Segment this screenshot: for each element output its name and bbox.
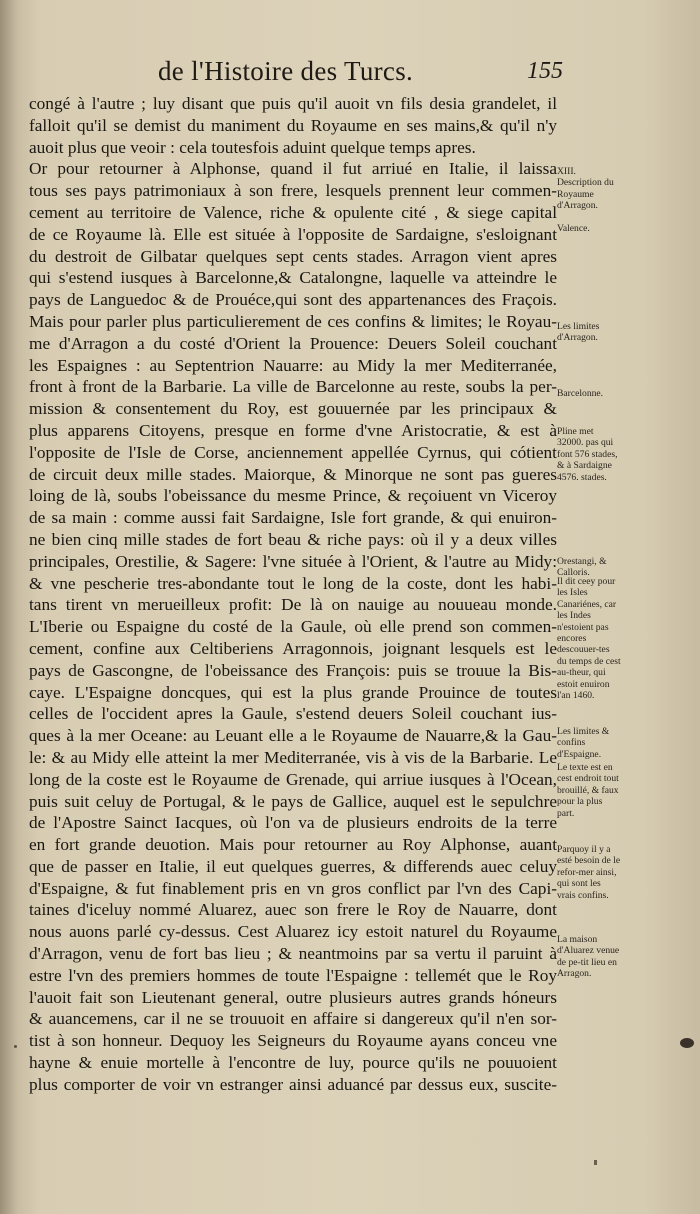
margin-note-orestangi: Orestangi, & Calloris. [557, 556, 607, 579]
margin-note-barcelonne: Barcelonne. [557, 388, 604, 399]
text-line: principales, Orestilie, & Sagere: l'vne située à l'Orient, & l'autre au Midy: [29, 551, 557, 571]
text-line: en fort grande deuotion. Mais pour retourner au Roy Alphonse, auant [29, 835, 557, 855]
text-line: front à front de la Barbarie. La ville de Barcelonne au reste, soubs la per- [29, 377, 557, 397]
text-line: ques à la mer Oceane: au Leuant elle a le Royaume de Nauarre,& la Gau- [29, 726, 557, 746]
text-line: me d'Arragon a du costé d'Orient la Prouence: Deuers Soleil couchant [29, 333, 557, 353]
text-line: & vne pescherie tres-abondante tout le long de la coste, dont les habi- [29, 573, 557, 593]
text-line: tans tirent vn merueilleux profit: De là on nauige au nouueau monde. [29, 595, 557, 615]
text-line: falloit qu'il se demist du maniment du Royaume en ses mains,& qu'il n'y [29, 115, 557, 135]
text-line: tist à son honneur. Dequoy les Seigneurs du Royaume ayans conceu vne [29, 1031, 557, 1051]
text-line: de circuit deux mille stades. Maiorque, & Minorque ne sont pas gueres [29, 464, 557, 484]
text-line: nous auons parlé cy-dessus. Cest Aluarez icy estoit naturel du Royaume [29, 922, 557, 942]
margin-note-maison: La maison d'Aluarez venue de pe-tit lieu en Arragon. [557, 934, 620, 980]
text-line: ne bien cinq mille stades de fort beau & riche pays: où il y a deux villes [29, 529, 557, 549]
text-line: loing de là, soubs l'obeissance du mesme Prince, & reçoiuent vn Viceroy [29, 486, 557, 506]
running-title: de l'Histoire des Turcs. [158, 56, 414, 86]
ink-mark [594, 1160, 597, 1165]
text-line: qui s'estend iusques à Barcelonne,& Catalongne, laquelle va atteindre le [29, 268, 557, 288]
ink-blot [680, 1038, 694, 1048]
text-line: les Espaignes : au Septentrion Nauarre: au Midy la mer Mediterranée, [29, 355, 557, 375]
text-line: le: & au Midy elle atteint la mer Mediterranée, vis à vis de la Barbarie. Le [29, 747, 557, 767]
margin-note-limites-arragon: Les limites d'Arragon. [557, 321, 600, 344]
margin-note-xiii: XIII. Description du Royaume d'Arragon. [557, 166, 614, 212]
text-line: & auancemens, car il ne se trouuoit en affaire si dangereux qu'il n'en sor- [29, 1009, 557, 1029]
ink-dot [14, 1045, 17, 1048]
text-line: estre l'vn des premiers hommes de toute l'Espaigne : tellemét que le Roy [29, 965, 557, 985]
text-line: long de la coste est le Royaume de Grenade, qui arriue iusques à l'Ocean, [29, 769, 557, 789]
text-line: pays de Gascongne, de l'obeissance des François: puis se trouue la Bis- [29, 660, 557, 680]
margin-note-texte: Le texte est en cest endroit tout brouillé, & faux pour la plus part. [557, 762, 619, 819]
text-line: puis suit celuy de Portugal, & le pays de Gallice, auquel est le sepulchre [29, 791, 557, 811]
page-header [0, 56, 700, 96]
main-text-column [29, 93, 557, 1096]
text-line: taines d'iceluy nommé Aluarez, auec son frere le Roy de Nauarre, dont [29, 900, 557, 920]
margin-note-pasquoy: Parquoy il y a esté besoin de le refor-mer ainsi, qui sont les vrais confins. [557, 844, 621, 901]
margin-note-les-limites: Les limites & confins d'Espaigne. [557, 726, 610, 760]
margin-note-il-dit: Il dit ceey pour les Isles Canariénes, car les Indes n'estoient pas encores descouuer-tes du temps de cest au-theur, qui estoit enuiron l'an 1460. [557, 576, 621, 702]
text-line: mission & consentement du Roy, est gouuernée par les principaux & [29, 399, 557, 419]
text-line: plus comporter de voir vn estranger ainsi aduancé par dessus eux, suscite- [29, 1074, 557, 1094]
text-line: tous ses pays patrimoniaux à son frere, lesquels prennent leur commen- [29, 181, 557, 201]
text-line: cement au territoire de Valence, riche & opulente cité , & siege capital [29, 202, 557, 222]
text-line: Mais pour parler plus particulierement de ces confins & limites; le Royau- [29, 311, 557, 331]
text-line: caye. L'Espaigne doncques, qui est la plus grande Prouince de toutes [29, 682, 557, 702]
text-line: auoit plus que veoir : cela toutesfois aduint quelque temps apres. [29, 137, 476, 157]
text-line: hayne & enuie mortelle à l'encontre de luy, pource qu'ils ne pouuoient [29, 1053, 557, 1073]
text-line: congé à l'autre ; luy disant que puis qu'il auoit vn fils desia grandelet, il [29, 94, 557, 113]
text-line: pays de Languedoc & de Prouéce,qui sont des appartenances des Fraçois. [29, 290, 557, 310]
text-line: d'Arragon, venu de fort bas lieu ; & neantmoins par sa vertu il paruint à [29, 944, 557, 964]
text-line: de l'Apostre Sainct Iacques, où l'on va de plusieurs endroits de la terre [29, 813, 557, 833]
text-line: de ce Royaume là. Elle est située à l'opposite de Sardaigne, s'esloignant [29, 224, 557, 244]
text-line: du destroit de Gilbatar quelques sept cents stades. Arragon vient apres [29, 246, 557, 266]
text-line: l'opposite de l'Isle de Corse, anciennement appellée Cyrnus, qui cótient [29, 442, 557, 462]
text-line: cement, confine aux Celtiberiens Arragonnois, joignant lesquels est le [29, 638, 557, 658]
text-line: d'Espaigne, & fut finablement pris en vn gros conflict par l'vn des Capi- [29, 878, 557, 898]
page-number: 155 [527, 58, 563, 84]
text-line: plus apparens Citoyens, presque en forme d'vne Aristocratie, & est à [29, 420, 557, 440]
text-line: que de passer en Italie, il eut quelques guerres, & differends auec celuy [29, 856, 557, 876]
text-line: celles de l'occident apres la Gaule, s'estend deuers Soleil couchant ius- [29, 704, 557, 724]
text-line: l'auoit fait son Lieutenant general, outre plusieurs autres grands hóneurs [29, 987, 557, 1007]
text-line: L'Iberie ou Espaigne du costé de la Gaule, où elle prend son commen- [29, 617, 557, 637]
margin-note-pline: Pline met 32000. pas qui font 576 stades, & à Sardaigne 4576. stades. [557, 426, 618, 483]
margin-note-valence: Valence. [557, 223, 590, 234]
text-line: de sa main : comme aussi fait Sardaigne, Isle fort grande, & qui enuiron- [29, 508, 557, 528]
text-line: Or pour retourner à Alphonse, quand il fut arriué en Italie, il laissa [29, 159, 557, 179]
